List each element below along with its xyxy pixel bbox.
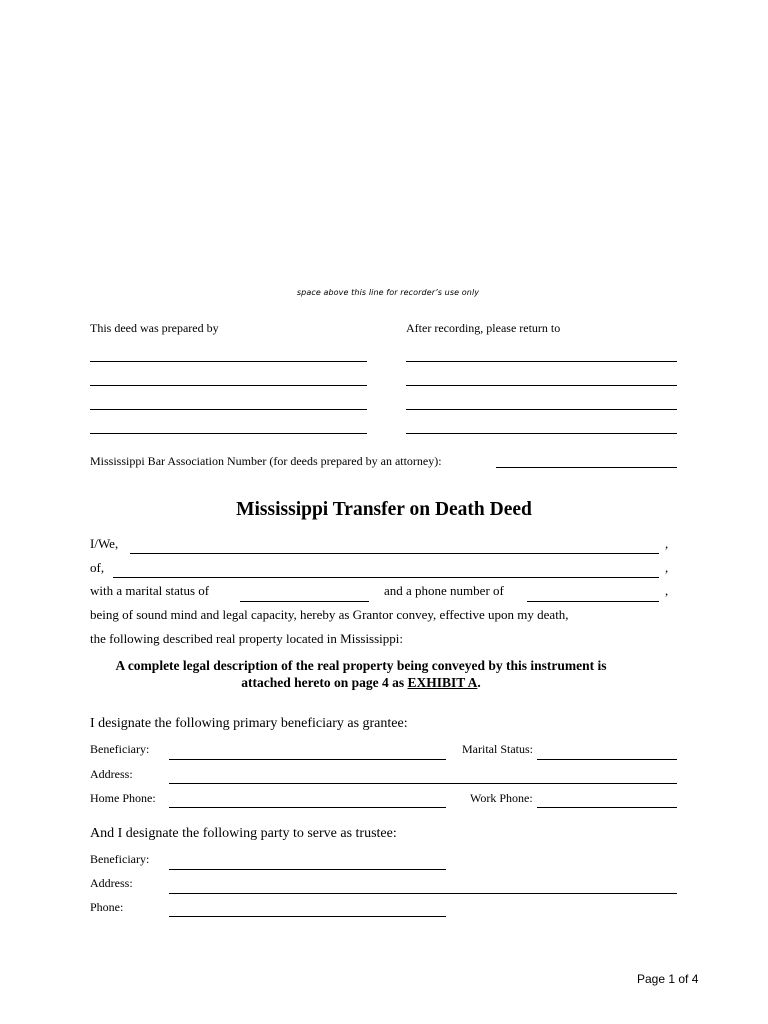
- legal-description-line-1: A complete legal description of the real property being conveyed by this instrument is: [115, 658, 607, 673]
- recorder-use-note: space above this line for recorder’s use only: [296, 288, 480, 297]
- trustee-heading: And I designate the following party to serve as trustee:: [90, 826, 397, 841]
- deed-title: Mississippi Transfer on Death Deed: [236, 499, 532, 520]
- beneficiary-address-field[interactable]: [169, 783, 677, 784]
- conveyance-text-line-2: the following described real property located in Mississippi:: [90, 631, 404, 646]
- trustee-beneficiary-label: Beneficiary:: [90, 852, 150, 866]
- bar-association-number-label: Mississippi Bar Association Number (for deeds prepared by an attorney):: [90, 454, 442, 468]
- beneficiary-marital-status-field[interactable]: [537, 759, 677, 760]
- beneficiary-name-field[interactable]: [169, 759, 446, 760]
- beneficiary-work-phone-field[interactable]: [537, 807, 677, 808]
- return-to-line-3[interactable]: [406, 409, 677, 410]
- trustee-address-label: Address:: [90, 876, 133, 890]
- marital-status-label: with a marital status of: [90, 583, 210, 598]
- trustee-phone-field[interactable]: [169, 916, 446, 917]
- trustee-address-field[interactable]: [169, 893, 677, 894]
- bar-association-number-field[interactable]: [496, 467, 677, 468]
- conveyance-text-line-1: being of sound mind and legal capacity, hereby as Grantor convey, effective upon my death,: [90, 607, 569, 622]
- grantor-name-field[interactable]: [130, 553, 659, 554]
- beneficiary-home-phone-label: Home Phone:: [90, 791, 156, 805]
- prepared-by-line-1[interactable]: [90, 361, 367, 362]
- beneficiary-work-phone-label: Work Phone:: [470, 791, 533, 805]
- grantor-marital-status-field[interactable]: [240, 601, 369, 602]
- legal-description-prefix: attached hereto on page 4 as: [241, 675, 405, 690]
- beneficiary-marital-status-label: Marital Status:: [462, 742, 533, 756]
- beneficiary-home-phone-field[interactable]: [169, 807, 446, 808]
- trustee-phone-label: Phone:: [90, 900, 124, 914]
- phone-number-label: and a phone number of: [384, 583, 504, 598]
- grantor-phone-field[interactable]: [527, 601, 659, 602]
- beneficiary-label: Beneficiary:: [90, 742, 150, 756]
- return-to-label: After recording, please return to: [406, 321, 561, 335]
- prepared-by-line-2[interactable]: [90, 385, 367, 386]
- primary-beneficiary-heading: I designate the following primary beneficiary as grantee:: [90, 716, 408, 731]
- legal-description-period: .: [477, 675, 481, 690]
- prepared-by-line-4[interactable]: [90, 433, 367, 434]
- return-to-line-1[interactable]: [406, 361, 677, 362]
- prepared-by-line-3[interactable]: [90, 409, 367, 410]
- return-to-line-2[interactable]: [406, 385, 677, 386]
- legal-description-line-2: [0, 675, 722, 691]
- beneficiary-address-label: Address:: [90, 767, 133, 781]
- page-number: Page 1 of 4: [637, 972, 699, 986]
- exhibit-a-reference: EXHIBIT A: [407, 675, 478, 690]
- phone-comma: ,: [665, 583, 669, 598]
- grantor-address-field[interactable]: [113, 577, 659, 578]
- grantor-label: I/We,: [90, 536, 119, 551]
- prepared-by-label: This deed was prepared by: [90, 321, 219, 335]
- grantor-comma: ,: [665, 536, 669, 551]
- return-to-line-4[interactable]: [406, 433, 677, 434]
- grantor-of-label: of,: [90, 560, 105, 575]
- address-comma: ,: [665, 560, 669, 575]
- trustee-name-field[interactable]: [169, 869, 446, 870]
